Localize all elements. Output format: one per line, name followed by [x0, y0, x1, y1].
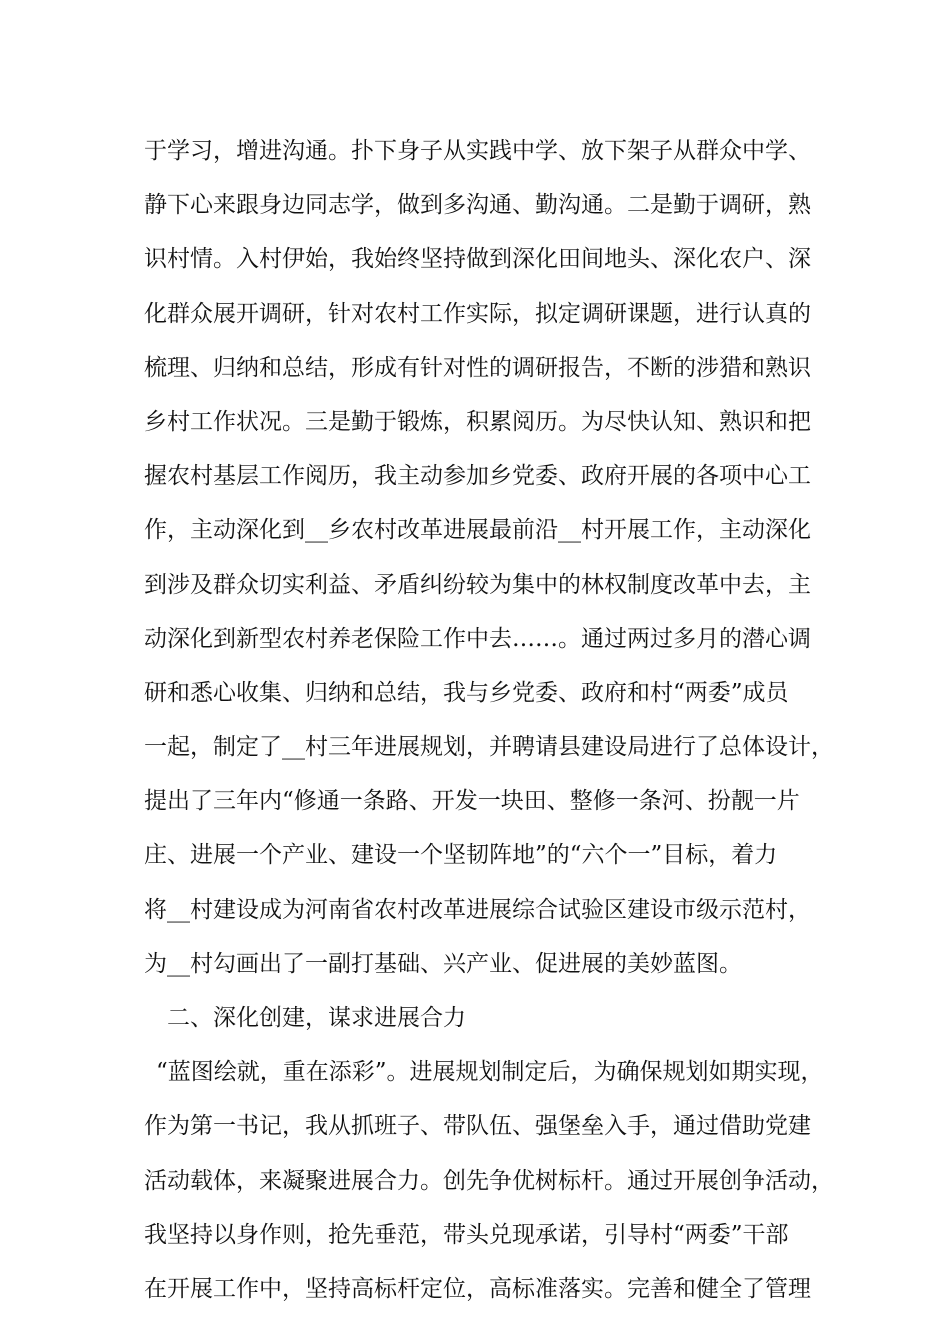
text-line: 作为第一书记，我从抓班子、带队伍、强堡垒入手，通过借助党建 — [144, 1113, 811, 1140]
text-line: 动深化到新型农村养老保险工作中去……。通过两过多月的潜心调 — [144, 625, 811, 652]
text-line: 提出了三年内“修通一条路、开发一块田、整修一条河、扮靓一片 — [144, 788, 800, 815]
text-line: 庄、进展一个产业、建设一个坚韧阵地”的“六个一”目标，着力 — [144, 842, 778, 869]
text-line: 作，主动深化到__乡农村改革进展最前沿__村开展工作，主动深化 — [144, 517, 811, 544]
text-line: 静下心来跟身边同志学，做到多沟通、勤沟通。二是勤于调研，熟 — [144, 192, 811, 219]
text-line: 识村情。入村伊始，我始终坚持做到深化田间地头、深化农户、深 — [144, 246, 811, 273]
text-line: 乡村工作状况。三是勤于锻炼，积累阅历。为尽快认知、熟识和把 — [144, 408, 811, 435]
text-line: 研和悉心收集、归纳和总结，我与乡党委、政府和村“两委”成员 — [144, 679, 789, 706]
text-line: 到涉及群众切实利益、矛盾纠纷较为集中的林权制度改革中去，主 — [144, 571, 811, 598]
text-line: 梳理、归纳和总结，形成有针对性的调研报告，不断的涉猎和熟识 — [144, 354, 811, 381]
text-line: 我坚持以身作则，抢先垂范，带头兑现承诺，引导村“两委”干部 — [144, 1221, 789, 1248]
text-line: 于学习，增进沟通。扑下身子从实践中学、放下架子从群众中学、 — [144, 138, 811, 164]
text-line: “蓝图绘就，重在添彩”。进展规划制定后，为确保规划如期实现， — [156, 1059, 824, 1086]
text-line: 化群众展开调研，针对农村工作实际，拟定调研课题，进行认真的 — [144, 300, 811, 327]
text-line: 活动载体，来凝聚进展合力。创先争优树标杆。通过开展创争活动， — [144, 1167, 834, 1194]
section-heading: 二、深化创建，谋求进展合力 — [167, 1005, 466, 1031]
text-line: 将__村建设成为河南省农村改革进展综合试验区建设市级示范村， — [144, 896, 811, 923]
text-line: 为__村勾画出了一副打基础、兴产业、促进展的美妙蓝图。 — [144, 950, 742, 977]
text-line: 握农村基层工作阅历，我主动参加乡党委、政府开展的各项中心工 — [144, 463, 811, 490]
body-text — [144, 128, 834, 1320]
text-line: 在开展工作中，坚持高标杆定位，高标准落实。完善和健全了管理 — [144, 1275, 811, 1302]
text-line: 一起，制定了__村三年进展规划，并聘请县建设局进行了总体设计， — [144, 734, 834, 761]
